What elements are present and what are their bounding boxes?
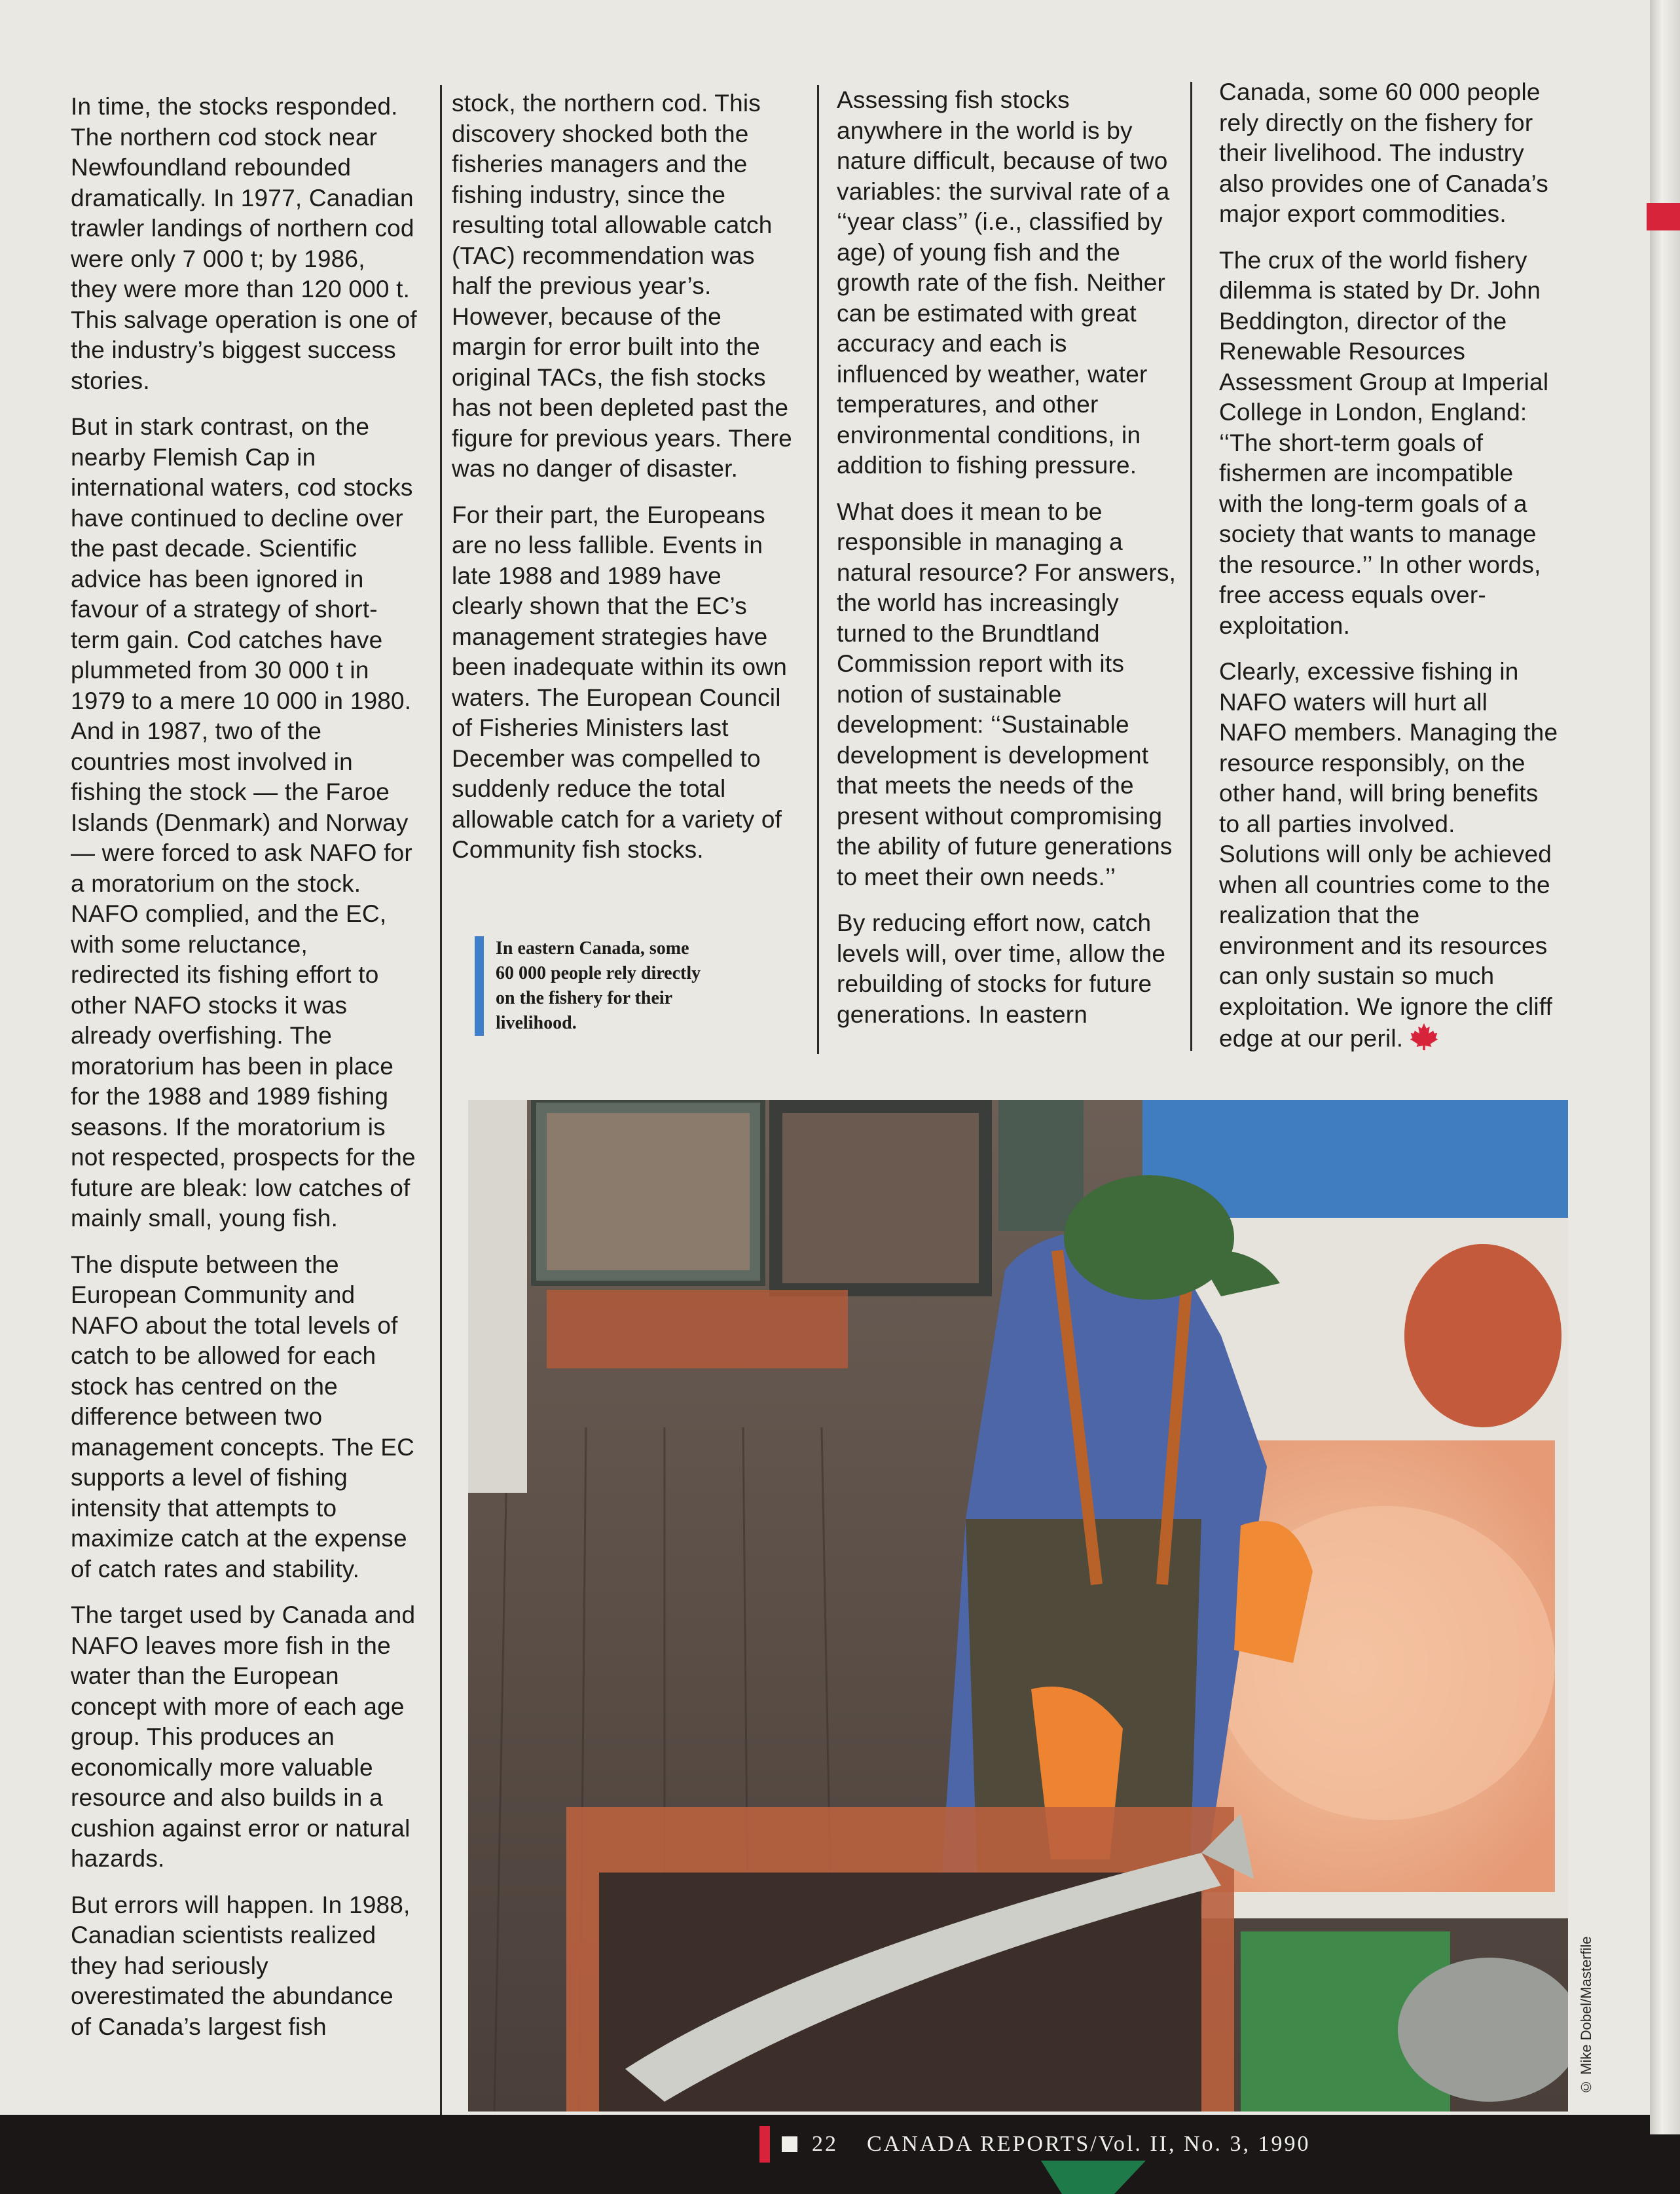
paragraph: But errors will happen. In 1988, Canadian scientists realized they had seriously overestimated the abundance of Canada’s largest fish [71,1891,411,2040]
column-divider [440,85,442,2115]
paragraph: By reducing effort now, catch levels will, over time, allow the rebuilding of stocks for future generations. In eastern [837,909,1166,1028]
paragraph [1219,657,1560,1059]
paragraph: The dispute between the European Community and NAFO about the total levels of catch to be allowed for each stock has centred on the difference between two management concepts. The EC supports a level of fishing intensity that attempts to maximize catch at the expense of catch rates and stability. [71,1251,415,1582]
column-divider [1190,82,1192,1051]
photo-illustration [468,1100,1568,2112]
paragraph: But in stark contrast, on the nearby Flemish Cap in international waters, cod stocks have continued to decline over the past decade. Scientific advice has been ignored in favour of a strategy of short-term gain. Cod catches have plummeted from 30 000 t in 1979 to a mere 10 000 in 1980. And in 1987, two of the countries most involved in fishing the stock — the Faroe Islands (Denmark) and Norway — were forced to ask NAFO for a moratorium on the stock. NAFO complied, and the EC, with some reluctance, redirected its fishing effort to other NAFO stocks it was already overfishing. The moratorium has been in place for the 1988 and 1989 fishing seasons. If the moratorium is not respected, prospects for the future are bleak: low catches of mainly small, young fish. [71,413,416,1232]
paragraph: Canada, some 60 000 people rely directly on the fishery for their livelihood. The industry also provides one of Canada’s major export commodities. [1219,79,1548,227]
photo-credit: © Mike Dobel/Masterfile [1578,1936,1594,2095]
column-divider [817,85,819,1054]
publication-title: CANADA REPORTS/Vol. II, No. 3, 1990 [867,2132,1311,2156]
green-graphic-flash [1041,2161,1146,2194]
article-column-3 [837,85,1177,1046]
paragraph: In time, the stocks responded. The northern cod stock near Newfoundland rebounded dramatically. In 1977, Canadian trawler landings of northern cod were only 7 000 t; by 1986, they were more than 120 000 t. This salvage operation is one of the industry’s biggest success stories. [71,93,417,394]
paragraph: The target used by Canada and NAFO leaves more fish in the water than the European concept with more of each age group. This produces an economically more valuable resource and also builds in a cushion against error or natural hazards. [71,1601,416,1872]
closing-paragraph-text: Clearly, excessive fishing in NAFO waters will hurt all NAFO members. Managing the resource responsibly, on the other hand, will bring benefits to all parties involved. Solutions will only be achieved when all countries come to the realization that the environment and its resources can only sustain so much exploitation. We ignore the cliff edge at our peril. [1219,658,1558,1052]
page-footer [759,2125,1311,2164]
maple-leaf-icon [1410,1022,1438,1059]
page-spine [1650,0,1680,2134]
article-column-4 [1219,77,1560,1074]
pull-quote: In eastern Canada, some 60 000 people rely directly on the fishery for their livelihood. [475,936,712,1036]
paragraph: What does it mean to be responsible in managing a natural resource? For answers, the world has increasingly turned to the Brundtland Commission report with its notion of sustainable development: ‘‘Sustainable development is development that meets the needs of the present without compromising the ability of future generations to meet their own needs.’’ [837,498,1177,890]
footer-square-bullet [782,2136,797,2152]
page-number: 22 [812,2132,838,2156]
paragraph: stock, the northern cod. This discovery shocked both the fisheries managers and the fishing industry, since the resulting total allowable catch (TAC) recommendation was half the previous year’s. However, because of the margin for error built into the original TACs, the fish stocks has not been depleted past the figure for previous years. There was no danger of disaster. [452,90,792,482]
red-edge-tab [1647,203,1680,230]
article-column-1 [71,92,418,2058]
paragraph: Assessing fish stocks anywhere in the world is by nature difficult, because of two variables: the survival rate of a ‘‘year class’’ (i.e., classified by age) of young fish and the growth rate of the fish. Neither can be estimated with great accuracy and each is influenced by weather, water temperatures, and other environmental conditions, in addition to fishing pressure. [837,86,1170,479]
article-column-2 [452,88,792,881]
paragraph: For their part, the Europeans are no less fallible. Events in late 1988 and 1989 have clearly shown that the EC’s management strategies have been inadequate within its own waters. The European Council of Fisheries Ministers last December was compelled to suddenly reduce the total allowable catch for a variety of Community fish stocks. [452,501,788,863]
footer-red-bar [759,2126,770,2163]
paragraph: The crux of the world fishery dilemma is stated by Dr. John Beddington, director of the Renewable Resources Assessment Group at Imperial College in London, England: ‘‘The short-term goals of fishermen are incompatible with the long-term goals of a society that wants to manage the resource.’’ In other words, free access equals over-exploitation. [1219,246,1549,639]
fishermen-photo [468,1100,1568,2112]
